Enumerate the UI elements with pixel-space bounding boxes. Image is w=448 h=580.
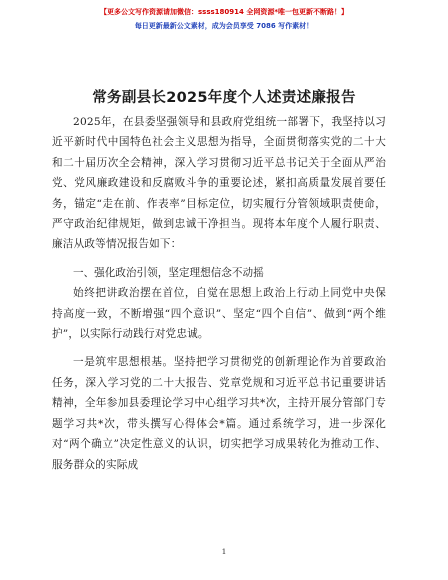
page-number: 1 bbox=[221, 547, 227, 556]
promo-banner bbox=[0, 6, 448, 32]
document-body bbox=[52, 112, 386, 475]
body-paragraph: 始终把讲政治摆在首位，自觉在思想上政治上行动上同党中央保持高度一致，不断增强“四个意识”、坚定“四个自信”、做到“两个维护”，以实际行动践行对党忠诚。 bbox=[52, 287, 386, 341]
body-paragraph: 一是筑牢思想根基。坚持把学习贯彻党的创新理论作为首要政治任务，深入学习党的二十大报告、党章党规和习近平总书记重要讲话精神，全年参加县委理论学习中心组学习共*次，主持开展分管部门专题学习共*次，带头撰写心得体会*篇。通过系统学习，进一步深化对“两个确立”决定性意义的认识，切实把学习成果转化为推动工作、服务群众的实际成 bbox=[52, 356, 386, 471]
intro-paragraph: 2025年，在县委坚强领导和县政府党组统一部署下，我坚持以习近平新时代中国特色社会主义思想为指导，全面贯彻落实党的二十大和二十届历次全会精神，深入学习贯彻习近平总书记关于全面从严治党、党风廉政建设和反腐败斗争的重要论述，紧扣高质量发展首要任务，锚定“走在前、作表率”目标定位，切实履行分管领域职责使命，严守政治纪律规矩，做到忠诚干净担当。现将本年度个人履行职责、廉洁从政等情况报告如下： bbox=[52, 116, 386, 251]
section-heading: 一、强化政治引领，坚定理想信念不动摇 bbox=[73, 266, 264, 279]
promo-banner-line-1: 【更多公文写作资源请加微信：ssss180914 全网资源*唯一包更新不断路！】 bbox=[100, 8, 348, 16]
promo-banner-line-2: 每日更新最新公文素材，成为会员享受 7086 写作素材！ bbox=[134, 22, 314, 30]
document-title: 常务副县长2025年度个人述责述廉报告 bbox=[92, 90, 356, 106]
